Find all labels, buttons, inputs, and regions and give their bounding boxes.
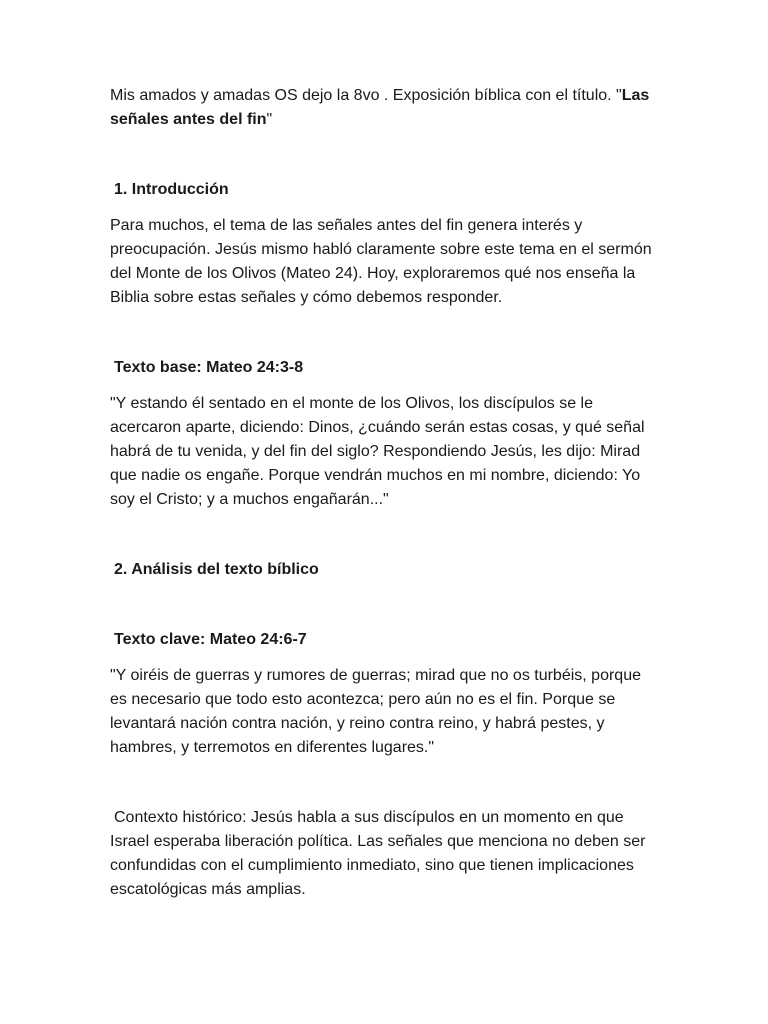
texto-base-paragraph: "Y estando él sentado en el monte de los Olivos, los discípulos se le acercaron aparte, diciendo: Dinos, ¿cuándo serán estas cosas, y qué señal habrá de tu venida, y del fin del siglo? Respondiendo Jesús, les dijo: Mirad que nadie os engañe. Porque vendrán muchos en mi nombre, diciendo: Yo soy el Cristo; y a muchos engañarán..." [110,395,645,508]
intro-text: Mis amados y amadas OS dejo la 8vo . Exposición bíblica con el título. " [110,87,622,104]
intro-closing-quote: " [266,111,273,128]
introduccion-paragraph: Para muchos, el tema de las señales antes del fin genera interés y preocupación. Jesús mismo habló claramente sobre este tema en el sermón del Monte de los Olivos (Mateo 24). Hoy, exploraremos qué nos enseña la Biblia sobre estas señales y cómo debemos responder. [110,217,652,306]
section-heading-introduccion: 1. Introducción [114,181,229,198]
section-heading-texto-clave: Texto clave: Mateo 24:6-7 [114,631,307,648]
contexto-text: Contexto histórico: Jesús habla a sus discípulos en un momento en que Israel esperaba liberación política. Las señales que menciona no deben ser confundidas con el cumplimiento inmediato, sino que tienen implicaciones escatológicas más amplias. [110,809,646,898]
intro-paragraph [110,84,662,132]
document-page [110,84,662,902]
section-heading-analisis: 2. Análisis del texto bíblico [114,561,319,578]
contexto-paragraph [110,806,662,902]
intro-title-bold: Las señales antes del fin [110,87,650,128]
texto-clave-paragraph: "Y oiréis de guerras y rumores de guerras; mirad que no os turbéis, porque es necesario que todo esto acontezca; pero aún no es el fin. Porque se levantará nación contra nación, y reino contra reino, y habrá pestes, y hambres, y terremotos en diferentes lugares." [110,667,641,756]
section-heading-texto-base: Texto base: Mateo 24:3-8 [114,359,304,376]
